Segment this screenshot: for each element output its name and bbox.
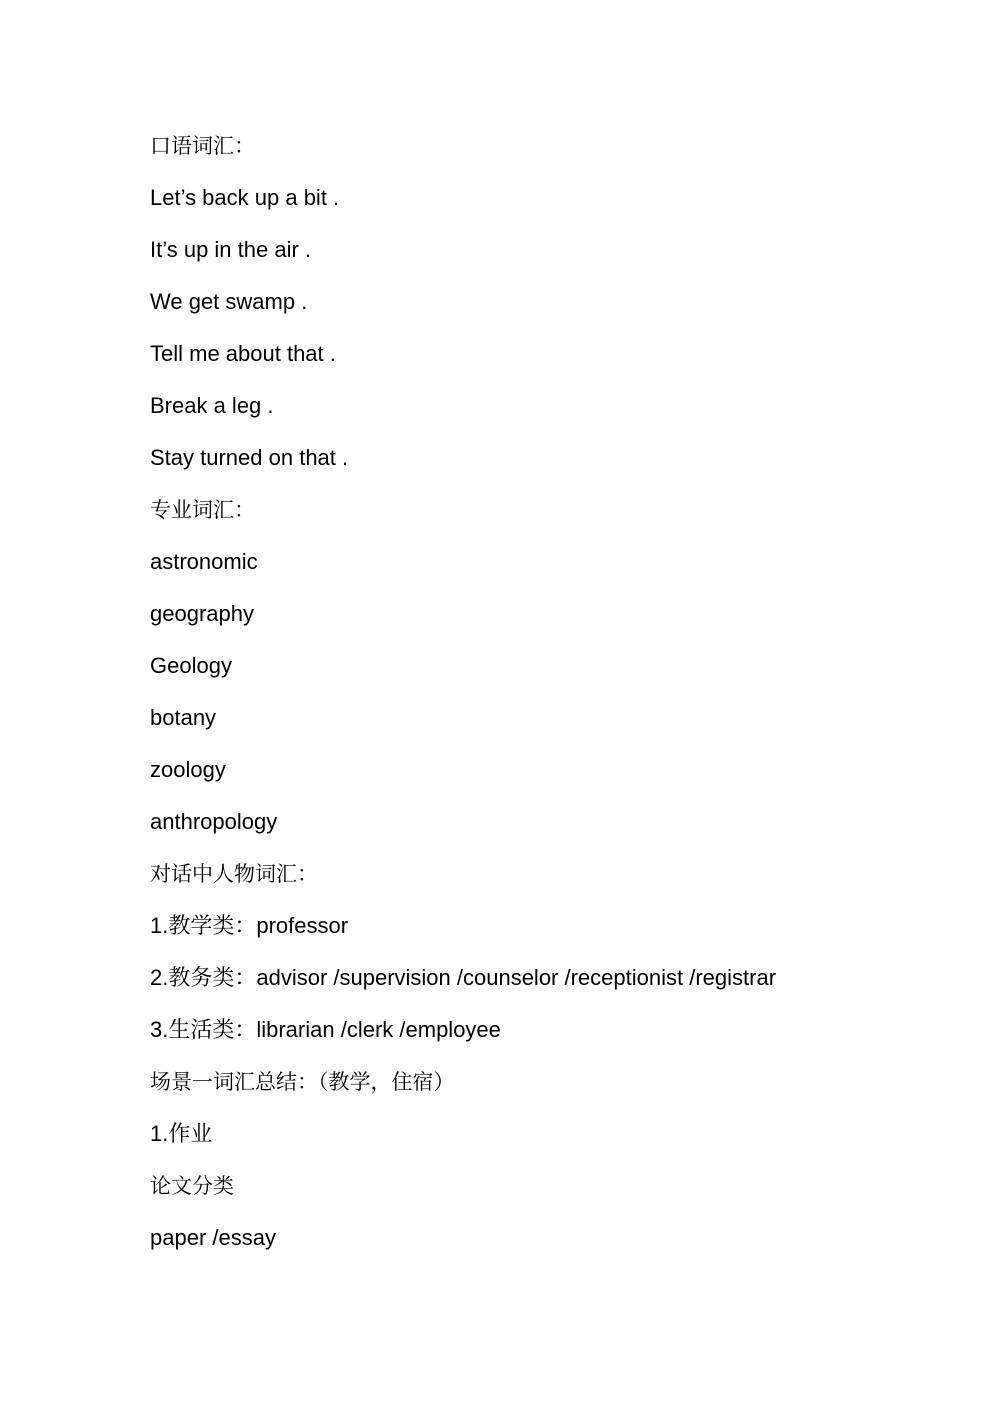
phrase-line: It’s up in the air . [150, 237, 312, 262]
heading-scene-one-summary: 场景一词汇总结：（教学，住宿） [150, 1070, 455, 1094]
phrase-line: Break a leg . [150, 393, 274, 418]
document-body [150, 128, 930, 1272]
vocabulary-item: astronomic [150, 549, 258, 574]
vocabulary-item: anthropology [150, 809, 278, 834]
vocabulary-item: geography [150, 601, 254, 626]
phrase-line: Let’s back up a bit . [150, 185, 340, 210]
vocabulary-item: zoology [150, 757, 226, 782]
heading-dialogue-people-vocabulary: 对话中人物词汇： [150, 862, 318, 886]
subheading-homework: 1.作业 [150, 1121, 213, 1146]
heading-spoken-vocabulary: 口语词汇： [150, 134, 255, 158]
subheading-paper-types: 论文分类 [150, 1174, 234, 1198]
heading-professional-vocabulary: 专业词汇： [150, 498, 255, 522]
vocabulary-item: paper /essay [150, 1225, 276, 1250]
vocabulary-item: botany [150, 705, 217, 730]
people-category-living: 3.生活类：librarian /clerk /employee [150, 1017, 501, 1042]
vocabulary-item: Geology [150, 653, 232, 678]
people-category-teaching: 1.教学类：professor [150, 913, 349, 938]
phrase-line: We get swamp . [150, 289, 308, 314]
phrase-line: Stay turned on that . [150, 445, 349, 470]
phrase-line: Tell me about that . [150, 341, 336, 366]
people-category-administration: 2.教务类：advisor /supervision /counselor /receptionist /registrar [150, 965, 777, 990]
